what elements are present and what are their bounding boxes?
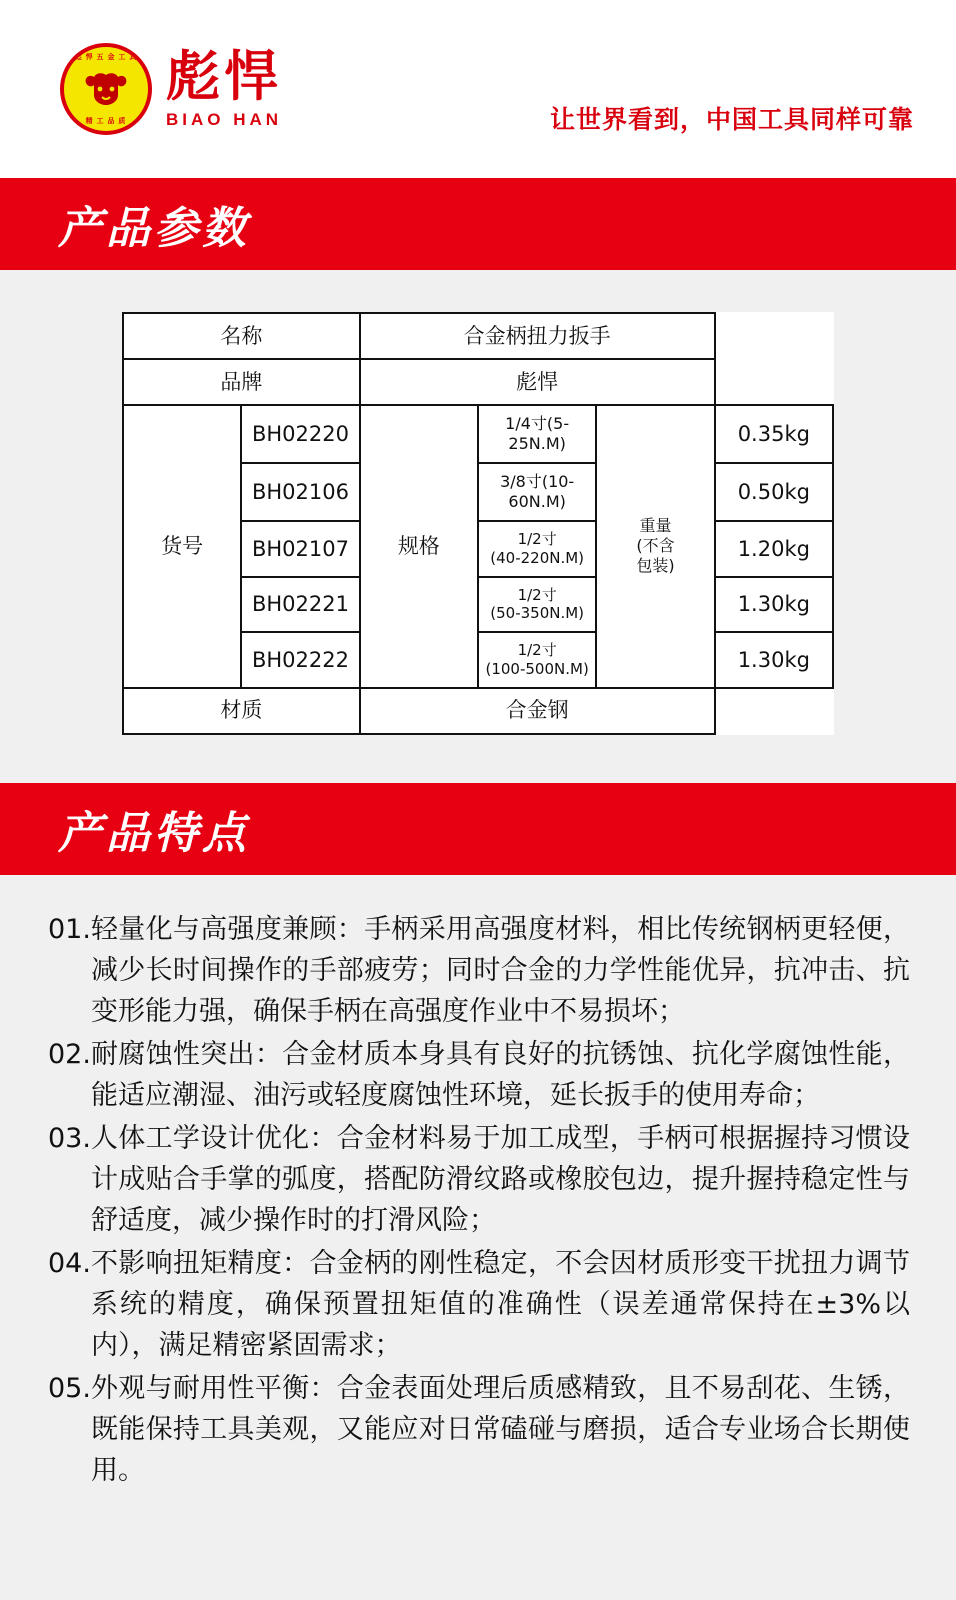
feature-text: 耐腐蚀性突出：合金材质本身具有良好的抗锈蚀、抗化学腐蚀性能，能适应潮湿、油污或轻度腐蚀性环境，延长扳手的使用寿命； [90,1038,910,1111]
logo-wordmark [166,45,283,129]
spec-value-material: 合金钢 [360,688,715,734]
spec-value-name: 合金柄扭力扳手 [360,313,715,359]
spec-spec-3-line2: (50-350N.M) [490,604,585,623]
feature-number: 05. [48,1372,91,1404]
list-item [48,1034,910,1116]
spec-value-brand: 彪悍 [360,359,715,405]
spec-section-banner [0,178,956,270]
spec-spec-4 [478,632,596,688]
table-row [123,688,833,734]
feature-text: 人体工学设计优化：合金材料易于加工成型，手柄可根据握持习惯设计成贴合手掌的弧度，搭配防滑纹路或橡胶包边，提升握持稳定性与舒适度，减少操作时的打滑风险； [90,1122,910,1236]
spec-weight-1: 0.50kg [715,463,833,521]
spec-weight-4: 1.30kg [715,632,833,688]
spec-label-brand: 品牌 [123,359,360,405]
spec-spec-0-line1: 1/4寸(5-25N.M) [505,414,570,453]
spec-spec-1-line1: 3/8寸(10-60N.M) [500,472,575,511]
spec-item-no-2: BH02107 [241,521,359,577]
list-item [48,1243,910,1366]
spec-label-weight [596,405,714,688]
feature-number: 04. [48,1247,91,1279]
spec-label-item-no: 货号 [123,405,241,688]
feature-number: 01. [48,913,91,945]
table-row [123,405,833,463]
spec-label-material: 材质 [123,688,360,734]
spec-table-container [0,270,956,783]
feature-text: 外观与耐用性平衡：合金表面处理后质感精致，且不易刮花、生锈，既能保持工具美观，又能应对日常磕碰与磨损，适合专业场合长期使用。 [90,1372,910,1486]
spec-weight-3: 1.30kg [715,577,833,633]
spec-spec-0 [478,405,596,463]
spec-weight-2: 1.20kg [715,521,833,577]
spec-item-no-0: BH02220 [241,405,359,463]
spec-label-weight-line3: 包装) [636,556,675,576]
spec-spec-2-line2: (40-220N.M) [490,548,585,567]
features-section-banner [0,783,956,875]
features-list [0,875,956,1533]
spec-spec-3-line1: 1/2寸 [517,585,557,604]
spec-weight-0: 0.35kg [715,405,833,463]
feature-number: 03. [48,1122,91,1154]
spec-table [122,312,834,735]
logo-badge-icon [60,43,152,135]
spec-label-spec: 规格 [360,405,478,688]
header-slogan: 让世界看到，中国工具同样可靠 [549,105,914,134]
brand-logo [60,43,282,135]
spec-spec-2 [478,521,596,577]
feature-text: 不影响扭矩精度：合金柄的刚性稳定，不会因材质形变干扰扭力调节系统的精度，确保预置扭矩值的准确性（误差通常保持在±3%以内），满足精密紧固需求； [90,1247,910,1361]
logo-ring-bottom-text: 精 工 品 质 [85,118,127,125]
spec-spec-2-line1: 1/2寸 [517,530,557,548]
spec-spec-3 [478,577,596,633]
page-header [0,0,956,178]
table-row [123,359,833,405]
feature-text: 轻量化与高强度兼顾：手柄采用高强度材料，相比传统钢柄更轻便，减少长时间操作的手部疲劳；同时合金的力学性能优异，抗冲击、抗变形能力强，确保手柄在高强度作业中不易损坏； [90,913,910,1027]
logo-ring-top-text: 彪 悍 五 金 工 具 [74,54,138,61]
spec-label-weight-line1: 重量 [639,516,672,536]
list-item [48,909,910,1032]
list-item [48,1118,910,1241]
logo-chinese-name: 彪悍 [166,45,282,108]
spec-label-weight-line2: (不含 [636,536,675,556]
feature-number: 02. [48,1038,91,1070]
spec-label-name: 名称 [123,313,360,359]
spec-item-no-3: BH02221 [241,577,359,633]
spec-spec-4-line1: 1/2寸 [517,641,557,659]
spec-item-no-4: BH02222 [241,632,359,688]
logo-english-name: BIAO HAN [166,110,283,129]
bull-icon [80,69,132,109]
spec-item-no-1: BH02106 [241,463,359,521]
list-item [48,1368,910,1491]
table-row [123,313,833,359]
spec-section-title: 产品参数 [58,203,250,254]
features-section-title: 产品特点 [58,807,250,859]
spec-spec-1 [478,463,596,521]
spec-spec-4-line2: (100-500N.M) [485,659,589,678]
